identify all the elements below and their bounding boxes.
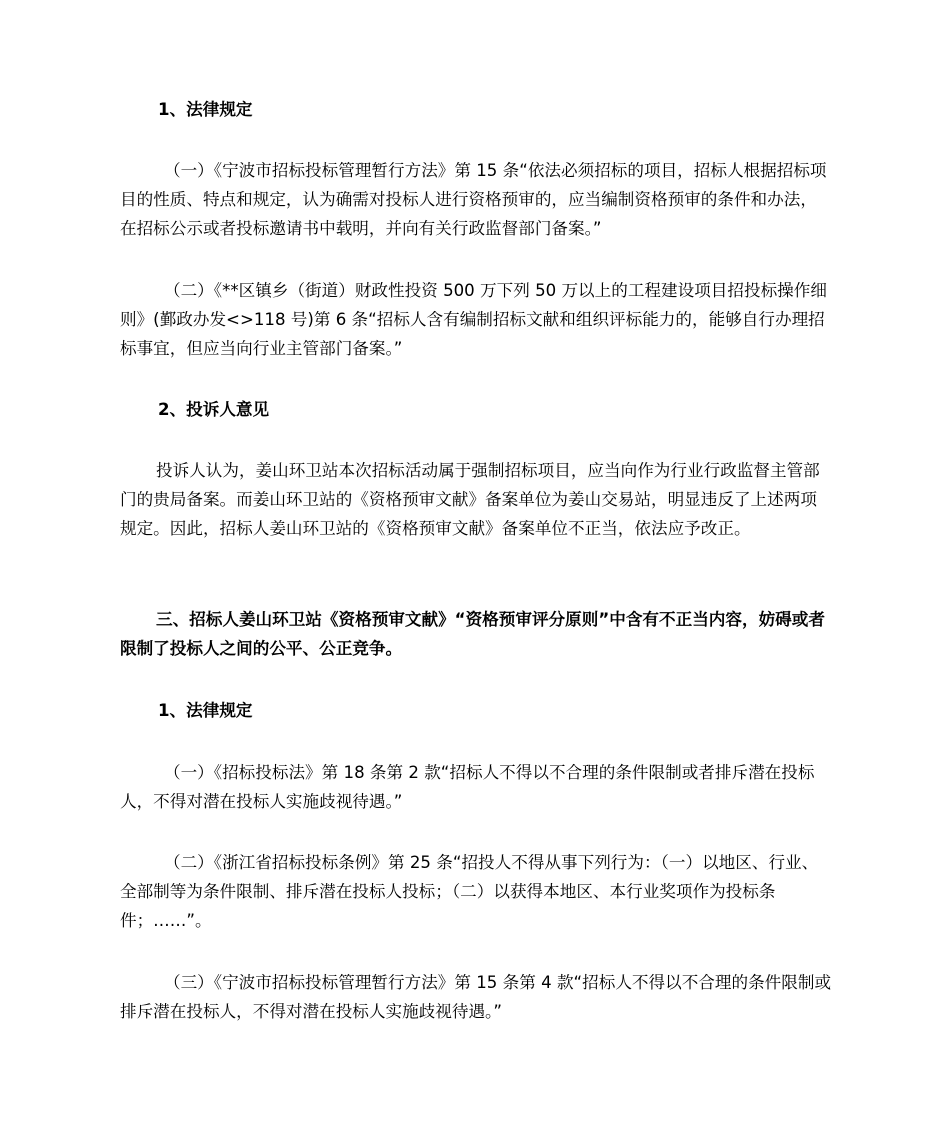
paragraph-ningbo-article-15-clause-4: （三）《宁波市招标投标管理暂行方法》第 15 条第 4 款“招标人不得以不合理的条件限制或排斥潜在投标人，不得对潜在投标人实施歧视待遇。” [120, 973, 832, 1021]
paragraph-bidding-law-article-18: （一）《招标投标法》第 18 条第 2 款“招标人不得以不合理的条件限制或者排斥潜在投标人，不得对潜在投标人实施歧视待遇。” [120, 763, 815, 811]
paragraph-district-rules-article-6: （二）《**区镇乡（街道）财政性投资 500 万下列 50 万以上的工程建设项目招投标操作细则》(鄞政办发<>118 号)第 6 条“招标人含有编制招标文献和组织评标能力的，能够自行办理招标事宜，但应当向行业主管部门备案。” [120, 281, 827, 358]
section-heading-legal-provisions-2: 1、法律规定 [158, 701, 253, 720]
paragraph-ningbo-article-15: （一）《宁波市招标投标管理暂行方法》第 15 条“依法必须招标的项目，招标人根据招标项目的性质、特点和规定，认为确需对投标人进行资格预审的，应当编制资格预审的条件和办法，在招标公示或者投标邀请书中载明，并向有关行政监督部门备案。” [120, 161, 827, 238]
section-heading-complainant-opinion: 2、投诉人意见 [158, 400, 270, 419]
paragraph-complainant-opinion: 投诉人认为，姜山环卫站本次招标活动属于强制招标项目，应当向作为行业行政监督主管部门的贵局备案。而姜山环卫站的《资格预审文献》备案单位为姜山交易站，明显违反了上述两项规定。因此，招标人姜山环卫站的《资格预审文献》备案单位不正当，依法应予改正。 [120, 461, 820, 538]
section-heading-legal-provisions-1: 1、法律规定 [158, 100, 253, 119]
paragraph-zhejiang-article-25: （二）《浙江省招标投标条例》第 25 条“招投人不得从事下列行为：（一）以地区、行业、全部制等为条件限制、排斥潜在投标人投标；（二）以获得本地区、本行业奖项作为投标条件；……”。 [120, 853, 819, 930]
section-heading-part-three: 三、招标人姜山环卫站《资格预审文献》“资格预审评分原则”中含有不正当内容，妨碍或者限制了投标人之间的公平、公正竞争。 [120, 610, 825, 658]
